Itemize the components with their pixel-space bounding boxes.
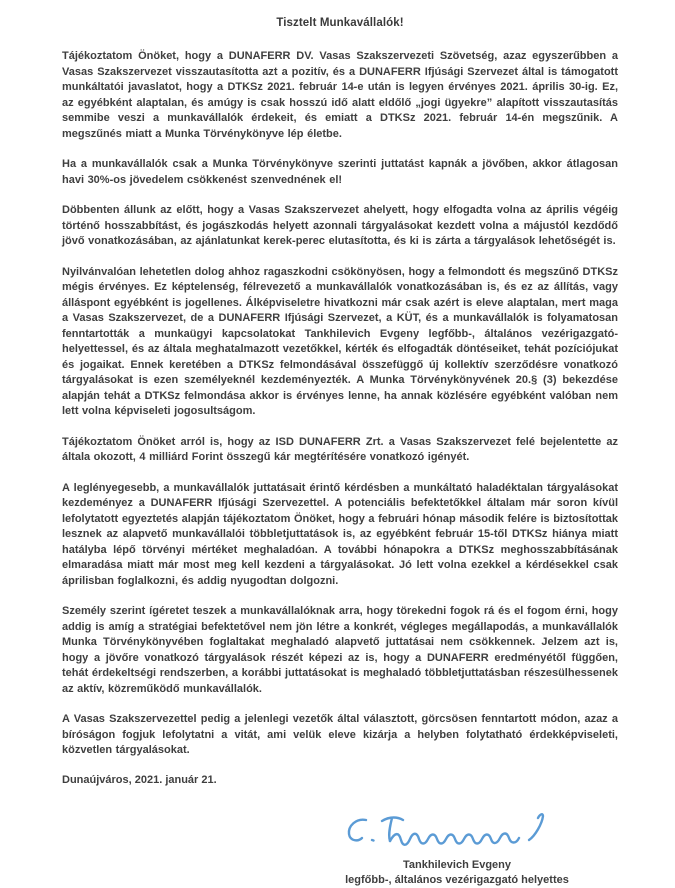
letter-paragraph-3: Döbbenten állunk az előtt, hogy a Vasas Szakszervezet ahelyett, hogy elfogadta volna az április végéig történő hosszabbítást, és jogászkodás helyett azonnali tárgyalásokat kezdett volna a májustól kezdődő jövő vonatkozásában, az ajánlatunkat kerek-perec elutasította, és ki is zárta a tárgyalások lehetőségét is. [62, 204, 618, 247]
signature-name: Tankhilevich Evgeny [402, 858, 511, 871]
letter-paragraph-6: A leglényegesebb, a munkavállalók juttatásait érintő kérdésben a munkáltató haladéktalan tárgyalásokat kezdeményez a DUNAFERR Ifjúsági Szervezettel. A potenciális befektetőkkel általam már soron kívül lefolytatott egyeztetés alapján tájékoztatom Önöket, hogy a februári hónap második felére is biztosítottak lesznek az alapvető munkavállalói többletjuttatások is, az egyébként február 15-től DTKSz hiánya miatt hatályba lépő törvényi mértéket meghaladóan. A további hónapokra a DTKSz meghosszabbításának elmaradása miatt már most meg kell kezdeni a tárgyalásokat. Jó lett volna ezekkel a kérdésekkel csak áprilisban foglalkozni, és addig nyugodtan dolgozni. [62, 481, 618, 587]
signature-path-flourish [529, 814, 543, 840]
letter-paragraph-8: A Vasas Szakszervezettel pedig a jelenlegi vezetők által választott, görcsösen fenntartott módon, azaz a bíróságon fogjuk lefolytatni a vitát, ami velük eleve kizárja a helyben folytatható érdekképviseleti, közvetlen tárgyalásokat. [62, 713, 618, 756]
signature-path-dot [372, 840, 374, 841]
letter-title [62, 17, 618, 29]
letter-paragraph-1: Tájékoztatom Önöket, hogy a DUNAFERR DV. Vasas Szakszervezeti Szövetség, azaz egyszerűbben a Vasas Szakszervezet visszautasította azt a pozitív, és a DUNAFERR Ifjúsági Szervezet által is támogatott munkáltatói javaslatot, hogy a DTKSz 2021. február 14-e után is legyen érvényes 2021. április 30-ig. Ez, az egyébként alaptalan, és amúgy is csak hosszú idő alatt eldőlő „jogi ügyekre” alapított visszautasítás semmibe veszi a munkavállalók érdekeit, és emiatt a DTKSz 2021. február 14-én megszűnik. A megszűnés miatt a Munka Törvénykönyve lép életbe. [62, 50, 618, 140]
letter-paragraph-4: Nyilvánvalóan lehetetlen dolog ahhoz ragaszkodni csökönyösen, hogy a felmondott és megszűnő DTKSz mégis érvényes. Ez képtelenség, félrevezető a munkavállalók vonatkozásában is, és ez az állítás, vagy álláspont egyébként is jogellenes. Álképviseletre hivatkozni már csak azért is eleve alaptalan, mert maga a Vasas Szakszervezet, de a DUNAFERR Ifjúsági Szervezet, a KÜT, és a munkavállalók is folyamatosan fenntartották a munkaügyi kapcsolatokat Tankhilevich Evgeny legfőbb-, általános vezérigazgató-helyettessel, és az általa meghatalmazott vezetőkkel, kérték és elfogadták döntéseiket, tehát pozíciójukat és jogaikat. Ennek keretében a DTKSz felmondásával összefüggő új kollektív szerződésre vonatkozó tárgyalásokat is ezen személyeknél kezdeményezték. A Munka Törvénykönyvének 20.§ (3) bekezdése alapján tehát a DTKSz felmondása akkor is érvényes lenne, ha annak közlésére egyébként valóban nem lett volna képviseleti jogosultságom. [62, 265, 618, 417]
signature-role: legfőbb-, általános vezérigazgató helyettes [345, 873, 569, 886]
signature-block [302, 808, 612, 888]
signature-stroke-group [349, 814, 543, 845]
signature-path-e [349, 819, 366, 840]
signature-icon [332, 808, 582, 854]
letter-paragraph-7: Személy szerint ígéretet teszek a munkavállalóknak arra, hogy törekedni fogok rá és el fogom érni, hogy addig is amíg a stratégiai befektetővel nem jön létre a konkrét, végleges megállapodás, a munkavállalók Munka Törvénykönyvében foglaltakat meghaladó alapvető juttatásai nem csökkennek. Jelzem azt is, hogy a jövőre vonatkozó tárgyalások részét képezi az is, hogy a DUNAFERR eredményétől függően, tehát érdekeltségi rendszerben, a korábbi juttatásokat is meghaladó többletjuttatásban részesülhessenek az aktív, közreműködő munkavállalók. [62, 605, 618, 695]
letter-paragraph-5: Tájékoztatom Önöket arról is, hogy az ISD DUNAFERR Zrt. a Vasas Szakszervezet felé bejelentette az általa okozott, 4 milliárd Forint összegű kár megtérítésére vonatkozó igényét. [62, 435, 618, 463]
date-line: Dunaújváros, 2021. január 21. [62, 773, 217, 786]
letter-paragraph-2: Ha a munkavállalók csak a Munka Törvénykönyve szerinti juttatást kapnák a jövőben, akkor átlagosan havi 30%-os jövedelem csökkenést szenvednének el! [62, 158, 618, 186]
signature-path-squiggle [390, 833, 519, 844]
letter-title-text: Tisztelt Munkavállalók! [276, 17, 404, 29]
